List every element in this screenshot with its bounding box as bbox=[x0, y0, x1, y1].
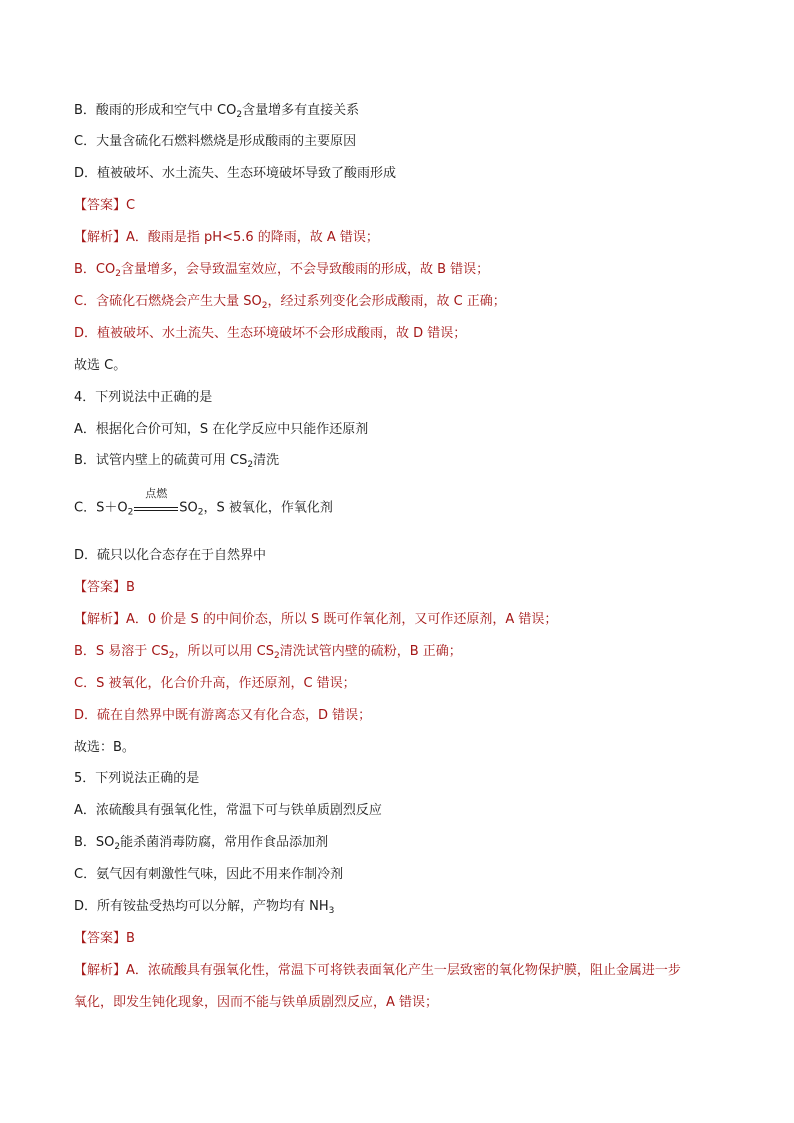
analysis-tag: 【解析】 bbox=[74, 963, 127, 978]
q4-option-b: B．试管内壁上的硫黄可用 $CS_2$清洗 bbox=[74, 453, 280, 470]
q5-analysis-a: 【解析】A．浓硫酸具有强氧化性，常温下可将铁表面氧化产生一层致密的氧化物保护膜，阻止金属进一步 bbox=[74, 963, 681, 978]
reaction-condition: 点燃 bbox=[145, 487, 168, 500]
q4-stem: 4．下列说法中正确的是 bbox=[74, 390, 213, 405]
q4-option-d: D．硫只以化合态存在于自然界中 bbox=[74, 548, 267, 563]
q4-analysis-d: D．硫在自然界中既有游离态又有化合态，D 错误； bbox=[74, 708, 372, 723]
analysis-tag: 【解析】 bbox=[74, 230, 127, 245]
q4-answer bbox=[74, 579, 754, 597]
q5-answer bbox=[74, 930, 754, 948]
q3-option-c: C．大量含硫化石燃料燃烧是形成酸雨的主要原因 bbox=[74, 134, 357, 149]
q4-conclusion: 故选：B。 bbox=[74, 740, 135, 755]
q4-analysis-c: C．S 被氧化，化合价升高，作还原剂，C 错误； bbox=[74, 676, 356, 691]
reaction-condition-arrow bbox=[134, 487, 178, 517]
q4-analysis-b: B．S 易溶于 $CS_2$，所以可以用 $CS_2$清洗试管内壁的硫粉，B 正确； bbox=[74, 644, 462, 661]
answer-value: B bbox=[126, 580, 135, 595]
q3-conclusion: 故选 C。 bbox=[74, 358, 127, 373]
q5-option-d: D．所有铵盐受热均可以分解，产物均有 $NH_3$ bbox=[74, 899, 335, 916]
q5-option-b: B．$SO_2$能杀菌消毒防腐，常用作食品添加剂 bbox=[74, 835, 329, 852]
q3-answer bbox=[74, 197, 754, 215]
q4-analysis-a: 【解析】A．0 价是 S 的中间价态，所以 S 既可作氧化剂，又可作还原剂，A 错误； bbox=[74, 612, 558, 627]
q3-analysis-b: B．$CO_2$含量增多，会导致温室效应，不会导致酸雨的形成，故 B 错误； bbox=[74, 262, 490, 279]
q3-option-b: B．酸雨的形成和空气中 $CO_2$含量增多有直接关系 bbox=[74, 103, 360, 120]
answer-value: C bbox=[126, 198, 136, 213]
q4-option-c: C．$S+O_2$ 点燃 $SO_2$，S 被氧化，作氧化剂 bbox=[74, 487, 333, 518]
q5-stem: 5．下列说法正确的是 bbox=[74, 771, 200, 786]
q3-option-d: D．植被破坏、水土流失、生态环境破坏导致了酸雨形成 bbox=[74, 166, 397, 181]
q3-analysis-a: 【解析】A．酸雨是指 pH<5.6 的降雨，故 A 错误； bbox=[74, 230, 379, 245]
q5-analysis-a-continued: 氧化，即发生钝化现象，因而不能与铁单质剧烈反应，A 错误； bbox=[74, 995, 439, 1010]
analysis-tag: 【解析】 bbox=[74, 612, 127, 627]
answer-tag: 【答案】 bbox=[74, 580, 127, 595]
q5-option-a: A．浓硫酸具有强氧化性，常温下可与铁单质剧烈反应 bbox=[74, 803, 382, 818]
q3-analysis-d: D．植被破坏、水土流失、生态环境破坏不会形成酸雨，故 D 错误； bbox=[74, 326, 467, 341]
q5-option-c: C．氨气因有刺激性气味，因此不用来作制冷剂 bbox=[74, 867, 344, 882]
answer-tag: 【答案】 bbox=[74, 198, 127, 213]
answer-value: B bbox=[126, 931, 135, 946]
answer-tag: 【答案】 bbox=[74, 931, 127, 946]
q4-option-a: A．根据化合价可知，S 在化学反应中只能作还原剂 bbox=[74, 422, 369, 437]
q3-analysis-c: C．含硫化石燃烧会产生大量 $SO_2$，经过系列变化会形成酸雨，故 C 正确； bbox=[74, 294, 506, 311]
